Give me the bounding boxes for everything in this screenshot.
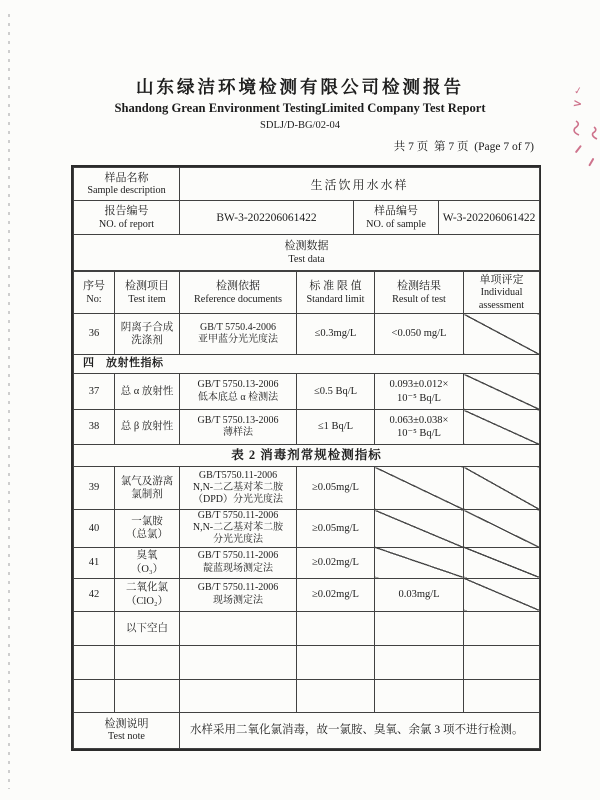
- cell-no: 39: [74, 467, 115, 510]
- table-row-section: [74, 355, 540, 374]
- report-no-label: [74, 201, 180, 235]
- cell-assessment: [464, 611, 540, 645]
- empty-cell: [297, 679, 375, 712]
- sample-no-value: W-3-202206061422: [439, 201, 540, 235]
- cell-item: 以下空白: [115, 611, 180, 645]
- table2-title: 表 2 消毒剂常规检测指标: [74, 445, 540, 467]
- cell-basis: GB/T 5750.11-2006 N,N-二乙基对苯二胺 分光光度法: [180, 510, 297, 548]
- empty-cell: [115, 679, 180, 712]
- report-title-english: Shandong Grean Environment TestingLimited Company Test Report: [114, 101, 486, 115]
- table-row-empty: [74, 679, 540, 712]
- cell-result: [375, 547, 464, 578]
- check-mark: ✓: [573, 85, 584, 98]
- cell-basis: GB/T 5750.13-2006 薄样法: [180, 410, 297, 445]
- cell-no: [74, 611, 115, 645]
- table-row-41: [74, 547, 540, 578]
- sample-info-table: [73, 167, 540, 271]
- test-results-table: [73, 271, 540, 749]
- table-row-38: [74, 410, 540, 445]
- empty-cell: [115, 645, 180, 679]
- document-code: SDLJ/D-BG/02-04: [260, 120, 340, 131]
- angle-mark: >: [572, 96, 584, 111]
- cell-no: 36: [74, 314, 115, 355]
- cell-basis: GB/T 5750.4-2006 亚甲蓝分光光度法: [180, 314, 297, 355]
- cell-result: 0.03mg/L: [375, 578, 464, 611]
- cell-result: <0.050 mg/L: [375, 314, 464, 355]
- cell-basis: GB/T 5750.11-2006 靛蓝现场测定法: [180, 547, 297, 578]
- empty-cell: [180, 679, 297, 712]
- edge-dash-mark: [588, 158, 595, 167]
- col-header-item: 检测项目 Test item: [115, 272, 180, 314]
- cell-no: 41: [74, 547, 115, 578]
- dash-mark: [575, 145, 582, 154]
- col-header-assessment: 单项评定 Individual assessment: [464, 272, 540, 314]
- cell-item: 臭氧 （O₃）: [115, 547, 180, 578]
- sample-name-label: [74, 168, 180, 201]
- empty-cell: [297, 645, 375, 679]
- cell-item: 总 α 放射性: [115, 374, 180, 410]
- cell-no: 42: [74, 578, 115, 611]
- report-table-block: [71, 165, 541, 751]
- empty-cell: [74, 679, 115, 712]
- empty-cell: [375, 645, 464, 679]
- cell-assessment: [464, 314, 540, 355]
- cell-limit: ≥0.05mg/L: [297, 510, 375, 548]
- col-header-result: 检测结果 Result of test: [375, 272, 464, 314]
- cell-assessment: [464, 547, 540, 578]
- sample-name-label-cn: 样品名称: [104, 171, 149, 184]
- table-row-empty: [74, 645, 540, 679]
- cell-basis: [180, 611, 297, 645]
- cell-basis: GB/T 5750.11-2006 现场测定法: [180, 578, 297, 611]
- sample-no-label-en: NO. of sample: [366, 218, 426, 230]
- cell-result: 0.063±0.038× 10⁻⁵ Bq/L: [375, 410, 464, 445]
- cell-no: 40: [74, 510, 115, 548]
- cell-item: 一氯胺 （总氯）: [115, 510, 180, 548]
- cell-no: 37: [74, 374, 115, 410]
- cell-item: 氯气及游离 氯制剂: [115, 467, 180, 510]
- report-title-chinese: 山东绿洁环境检测有限公司检测报告: [136, 77, 464, 97]
- cell-result: [375, 467, 464, 510]
- cell-item: 总 β 放射性: [115, 410, 180, 445]
- empty-cell: [464, 679, 540, 712]
- table-row-note: [74, 712, 540, 748]
- empty-cell: [180, 645, 297, 679]
- column-header-row: [74, 272, 540, 314]
- cell-basis: GB/T5750.11-2006 N,N-二乙基对苯二胺 （DPD）分光光度法: [180, 467, 297, 510]
- cell-basis: GB/T 5750.13-2006 低本底总 α 检测法: [180, 374, 297, 410]
- col-header-limit: 标 准 限 值 Standard limit: [297, 272, 375, 314]
- test-note-text: 水样采用二氧化氯消毒，故一氯胺、臭氧、余氯 3 项不进行检测。: [180, 712, 540, 748]
- test-data-heading-en: Test data: [288, 253, 325, 265]
- cell-limit: ≤0.5 Bq/L: [297, 374, 375, 410]
- table-row-37: [74, 374, 540, 410]
- cell-assessment: [464, 374, 540, 410]
- cell-assessment: [464, 510, 540, 548]
- table-row-data: [74, 611, 540, 645]
- sample-no-label: [354, 201, 439, 235]
- test-data-heading-row: [74, 235, 540, 271]
- cell-limit: ≥0.02mg/L: [297, 578, 375, 611]
- table-row-subtitle: [74, 445, 540, 467]
- cell-assessment: [464, 578, 540, 611]
- section-heading: 四 放射性指标: [74, 355, 540, 374]
- cell-limit: [297, 611, 375, 645]
- cell-limit: ≥0.02mg/L: [297, 547, 375, 578]
- cell-result: [375, 510, 464, 548]
- page-number-info: 共 7 页 第 7 页 (Page 7 of 7): [393, 141, 534, 153]
- cell-item: 阴离子合成 洗涤剂: [115, 314, 180, 355]
- cell-item: 二氧化氯 （ClO₂）: [115, 578, 180, 611]
- cell-limit: ≥0.05mg/L: [297, 467, 375, 510]
- cell-limit: ≤1 Bq/L: [297, 410, 375, 445]
- empty-cell: [464, 645, 540, 679]
- report-no-label-en: NO. of report: [98, 218, 155, 230]
- table-row-36: [74, 314, 540, 355]
- col-header-basis: 检测依据 Reference documents: [180, 272, 297, 314]
- cell-assessment: [464, 467, 540, 510]
- col-header-no: 序号 No:: [74, 272, 115, 314]
- empty-cell: [375, 679, 464, 712]
- report-no-label-cn: 报告编号: [104, 205, 149, 218]
- test-note-label: 检测说明 Test note: [74, 712, 180, 748]
- sample-name-value: 生活饮用水水样: [180, 168, 540, 201]
- sample-name-row: [74, 168, 540, 201]
- cell-no: 38: [74, 410, 115, 445]
- sample-name-label-en: Sample description: [87, 185, 166, 197]
- table-row-40: [74, 510, 540, 548]
- test-data-heading: [74, 235, 540, 271]
- cell-limit: ≤0.3mg/L: [297, 314, 375, 355]
- report-no-value: BW-3-202206061422: [180, 201, 354, 235]
- table-row-39: [74, 467, 540, 510]
- cell-result: [375, 611, 464, 645]
- report-number-row: [74, 201, 540, 235]
- test-data-heading-cn: 检测数据: [284, 240, 329, 253]
- cell-result: 0.093±0.012× 10⁻⁵ Bq/L: [375, 374, 464, 410]
- table-row-42: [74, 578, 540, 611]
- empty-cell: [74, 645, 115, 679]
- cell-assessment: [464, 410, 540, 445]
- sample-no-label-cn: 样品编号: [374, 205, 418, 218]
